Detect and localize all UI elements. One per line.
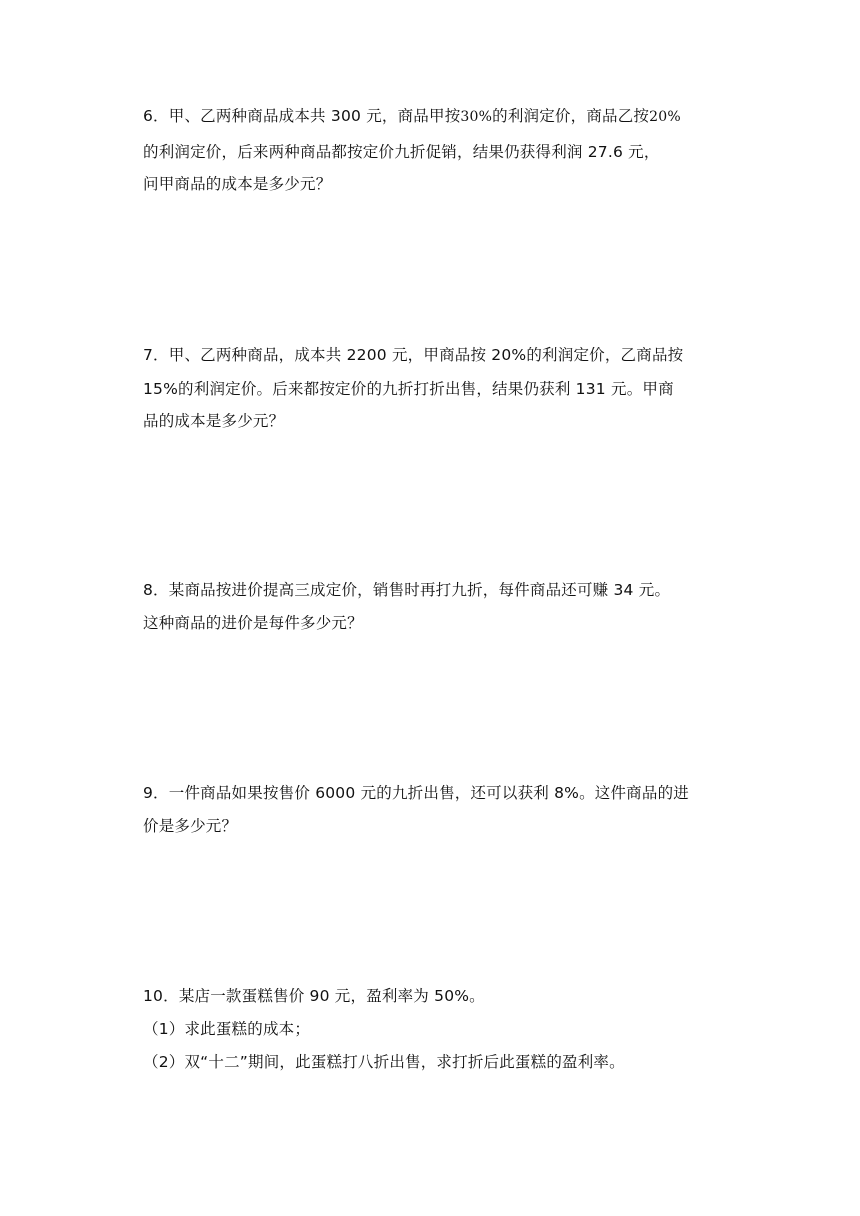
q10-line-1: 10．某店一款蛋糕售价 90 元，盈利率为 50%。 [143,987,485,1005]
q6-percent-b: 20% [649,109,681,125]
q10-subquestion-1: （1）求此蛋糕的成本； [143,1020,311,1038]
q10-subquestion-2: （2）双“十二”期间，此蛋糕打八折出售，求打折后此蛋糕的盈利率。 [143,1053,625,1071]
q9-line-2: 价是多少元？ [143,817,238,835]
q6-line-2: 的利润定价，后来两种商品都按定价九折促销，结果仍获得利润 27.6 元， [143,143,660,161]
q8-line-1: 8．某商品按进价提高三成定价，销售时再打九折，每件商品还可赚 34 元。 [143,581,671,599]
q6-line-1 [143,106,681,127]
q6-text-a: 6．甲、乙两种商品成本共 300 元，商品甲按 [143,107,461,125]
q6-percent-a: 30% [460,109,493,125]
q6-text-b: 的利润定价，商品乙按 [492,107,650,125]
q7-line-3: 品的成本是多少元？ [143,412,285,430]
q7-line-2: 15%的利润定价。后来都按定价的九折打折出售，结果仍获利 131 元。甲商 [143,380,674,398]
q9-line-1: 9．一件商品如果按售价 6000 元的九折出售，还可以获利 8%。这件商品的进 [143,784,689,802]
q7-line-1: 7．甲、乙两种商品，成本共 2200 元，甲商品按 20%的利润定价，乙商品按 [143,346,684,364]
q8-line-2: 这种商品的进价是每件多少元？ [143,614,363,632]
q6-line-3: 问甲商品的成本是多少元？ [143,175,332,193]
